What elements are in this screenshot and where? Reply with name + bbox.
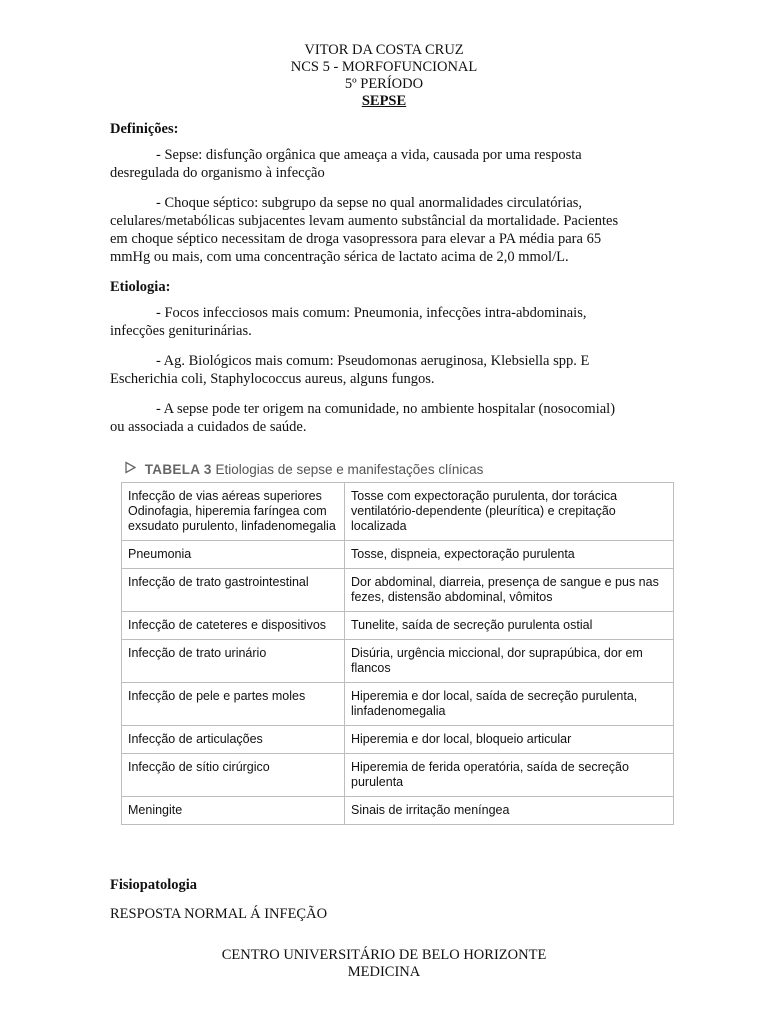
table-caption-text: Etiologias de sepse e manifestações clínicas [215,462,484,477]
table-cell-signs: Hiperemia e dor local, saída de secreção purulenta, linfadenomegalia [345,683,674,726]
table-row [122,612,674,640]
program-name: MEDICINA [347,964,421,980]
table-row [122,726,674,754]
table-cell-site: Meningite [122,797,345,825]
table-row [122,483,674,541]
etiologia-focos: - Focos infecciosos mais comum: Pneumonia, infecções intra-abdominais, infecções geniturinárias. [110,305,587,339]
etiologia-table [121,482,674,825]
table-cell-signs: Tosse com expectoração purulenta, dor torácica ventilatório-dependente (pleurítica) e crepitação localizada [345,483,674,541]
table-cell-site: Infecção de pele e partes moles [122,683,345,726]
table-cell-signs: Hiperemia e dor local, bloqueio articular [345,726,674,754]
course-name: NCS 5 - MORFOFUNCIONAL [290,59,478,75]
definicao-sepse: - Sepse: disfunção orgânica que ameaça a vida, causada por uma resposta desregulada do organismo à infecção [110,147,582,181]
definicoes-heading: Definições: [110,121,179,137]
table-cell-site: Infecção de trato gastrointestinal [122,569,345,612]
table-cell-site: Pneumonia [122,541,345,569]
table-cell-site: Infecção de sítio cirúrgico [122,754,345,797]
resposta-normal-heading: RESPOSTA NORMAL Á INFEÇÃO [110,906,328,922]
etiologia-origem: - A sepse pode ter origem na comunidade, no ambiente hospitalar (nosocomial) ou associada a cuidados de saúde. [110,401,616,435]
document-header [0,42,768,110]
document-title: SEPSE [361,93,407,109]
table-caption [124,461,483,477]
table-row [122,541,674,569]
table-cell-site [122,483,345,541]
period-label: 5º PERÍODO [344,76,424,92]
caption-arrow-icon [124,461,137,477]
fisiopatologia-heading: Fisiopatologia [110,877,198,893]
etiologia-agentes: - Ag. Biológicos mais comum: Pseudomonas aeruginosa, Klebsiella spp. E Escherichia coli, Staphylococcus aureus, alguns fungos. [110,353,590,387]
table-cell-signs: Tosse, dispneia, expectoração purulenta [345,541,674,569]
table-cell-signs: Tunelite, saída de secreção purulenta ostial [345,612,674,640]
author-name: VITOR DA COSTA CRUZ [304,42,464,58]
table-row [122,683,674,726]
table-row [122,640,674,683]
table-cell-signs: Disúria, urgência miccional, dor suprapúbica, dor em flancos [345,640,674,683]
table-cell-signs: Dor abdominal, diarreia, presença de sangue e pus nas fezes, distensão abdominal, vômitos [345,569,674,612]
definicao-choque-septico: - Choque séptico: subgrupo da sepse no qual anormalidades circulatórias, celulares/metabólicas subjacentes levam aumento substâncial da mortalidade. Pacientes em choque séptico necessitam de droga vasopressora para elevar a PA média para 65 mmHg ou mais, com uma concentração sérica de lactato acima de 2,0 mmol/L. [110,195,619,265]
document-body [110,120,630,448]
table-row [122,797,674,825]
site-text-secondary: Odinofagia, hiperemia faríngea com exsudato purulento, linfadenomegalia [128,504,336,533]
table-cell-site: Infecção de trato urinário [122,640,345,683]
table-row [122,754,674,797]
table-row [122,569,674,612]
table-cell-site: Infecção de articulações [122,726,345,754]
table-label: TABELA 3 [144,462,212,477]
table-cell-signs: Sinais de irritação meníngea [345,797,674,825]
table-cell-site: Infecção de cateteres e dispositivos [122,612,345,640]
table-cell-signs: Hiperemia de ferida operatória, saída de secreção purulenta [345,754,674,797]
site-text: Infecção de vias aéreas superiores [128,489,322,503]
document-footer [0,947,768,981]
institution-name: CENTRO UNIVERSITÁRIO DE BELO HORIZONTE [221,947,547,963]
etiologia-heading: Etiologia: [110,279,171,295]
